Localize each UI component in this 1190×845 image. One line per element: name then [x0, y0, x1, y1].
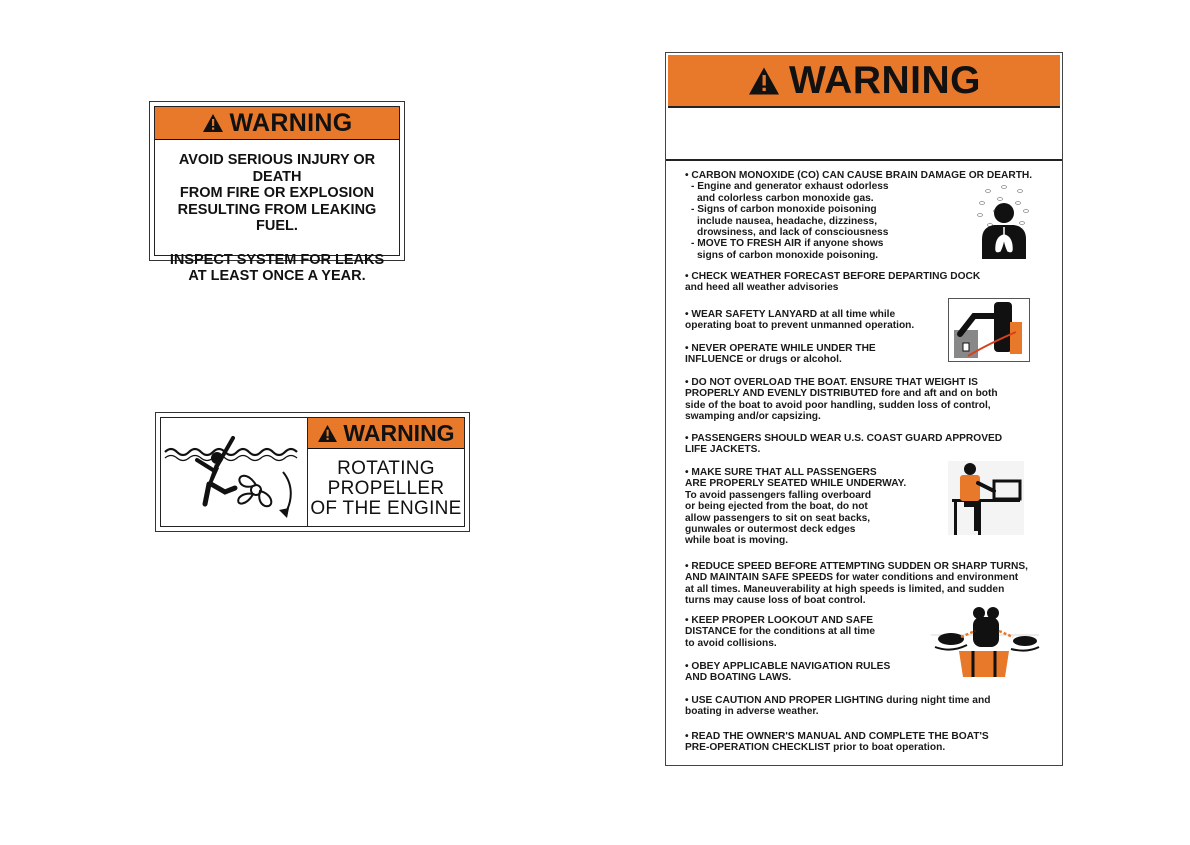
warning-section-line: PROPERLY AND EVENLY DISTRIBUTED fore and aft and on both	[685, 388, 998, 400]
header-divider	[666, 159, 1062, 161]
propeller-label-header	[308, 418, 464, 449]
warning-section-line: DISTANCE for the conditions at all time	[685, 626, 875, 638]
seated-passenger-figure	[948, 461, 1024, 540]
warning-section	[685, 561, 1028, 607]
warning-section-line: - Signs of carbon monoxide poisoning	[691, 204, 877, 216]
warning-section-line: turns may cause loss of boat control.	[685, 595, 866, 607]
propeller-line: ROTATING	[337, 457, 435, 479]
warning-section-line: gunwales or outermost deck edges	[685, 524, 856, 536]
warning-section-line: • KEEP PROPER LOOKOUT AND SAFE	[685, 615, 874, 626]
fuel-line: AT LEAST ONCE A YEAR.	[188, 268, 366, 284]
main-label-header-text: WARNING	[789, 58, 981, 102]
warning-section-line: boating in adverse weather.	[685, 706, 819, 718]
warning-section-line: - Engine and generator exhaust odorless	[691, 181, 889, 193]
warning-section	[685, 433, 1002, 456]
warning-section	[685, 309, 914, 332]
warning-section-line: INFLUENCE or drugs or alcohol.	[685, 354, 842, 366]
warning-section-line: swamping and/or capsizing.	[685, 411, 821, 423]
warning-triangle-icon	[317, 424, 338, 443]
warning-section-line: side of the boat to avoid poor handling, sudden loss of control,	[685, 399, 991, 411]
fuel-leak-warning-label	[149, 101, 405, 284]
warning-section-line: • CHECK WEATHER FORECAST BEFORE DEPARTING DOCK	[685, 271, 981, 282]
warning-section	[685, 377, 998, 423]
propeller-label-header-text: WARNING	[343, 419, 455, 446]
fuel-label-header	[155, 107, 399, 140]
fuel-line: RESULTING FROM LEAKING FUEL.	[177, 201, 377, 234]
warning-section-line: and heed all weather advisories	[685, 282, 839, 294]
warning-section	[685, 467, 906, 547]
warning-section-line: To avoid passengers falling overboard	[685, 489, 872, 501]
drowning-propeller-figure	[161, 418, 308, 526]
fuel-line: FROM FIRE OR EXPLOSION	[179, 185, 375, 201]
warning-triangle-icon	[202, 113, 224, 133]
main-warning-label	[665, 52, 1063, 766]
warning-section	[685, 661, 890, 684]
warning-section-line: • OBEY APPLICABLE NAVIGATION RULES	[685, 661, 891, 672]
propeller-label-frame	[160, 417, 465, 527]
warning-section-line: allow passengers to sit on seat backs,	[685, 512, 871, 524]
warning-section-line: • CARBON MONOXIDE (CO) CAN CAUSE BRAIN DAMAGE OR DEARTH.	[685, 170, 1033, 181]
warning-section-line: • NEVER OPERATE WHILE UNDER THE	[685, 343, 876, 354]
warning-section-line: • DO NOT OVERLOAD THE BOAT. ENSURE THAT WEIGHT IS	[685, 377, 978, 388]
warning-section	[685, 343, 876, 366]
propeller-label-text	[308, 451, 464, 526]
warning-section-line: AND MAINTAIN SAFE SPEEDS for water conditions and environment	[685, 572, 1019, 584]
warning-section-line: LIFE JACKETS.	[685, 444, 761, 456]
warning-section-line: include nausea, headache, dizziness,	[697, 215, 878, 227]
propeller-warning-label	[155, 412, 470, 532]
safety-lanyard-figure	[948, 298, 1030, 367]
warning-section	[685, 731, 989, 754]
fuel-label-frame	[154, 106, 400, 284]
warning-section-line: and colorless carbon monoxide gas.	[697, 192, 874, 204]
warning-section-line: • WEAR SAFETY LANYARD at all time while	[685, 309, 896, 320]
warning-section-line: - MOVE TO FRESH AIR if anyone shows	[691, 238, 884, 250]
warning-section-line: signs of carbon monoxide poisoning.	[697, 249, 879, 261]
propeller-line: PROPELLER	[327, 477, 445, 499]
warning-section-line: • PASSENGERS SHOULD WEAR U.S. COAST GUARD APPROVED	[685, 433, 1003, 444]
warning-section-line: while boat is moving.	[685, 535, 789, 547]
lookout-boats-figure	[929, 603, 1041, 686]
propeller-line: OF THE ENGINE	[310, 497, 462, 519]
warning-section-line: PRE-OPERATION CHECKLIST prior to boat operation.	[685, 742, 946, 754]
warning-section	[685, 695, 990, 718]
warning-section-line: operating boat to prevent unmanned operation.	[685, 320, 915, 332]
fuel-line: INSPECT SYSTEM FOR LEAKS	[169, 251, 385, 268]
warning-section-line: • USE CAUTION AND PROPER LIGHTING during night time and	[685, 695, 991, 706]
warning-section-line: AND BOATING LAWS.	[685, 672, 792, 684]
warning-section-line: at all times. Maneuverability at high speeds is limited, and sudden	[685, 583, 1005, 595]
fuel-label-body	[155, 140, 399, 285]
warning-triangle-icon	[747, 66, 781, 96]
warning-section-line: ARE PROPERLY SEATED WHILE UNDERWAY.	[685, 478, 907, 490]
warning-section-line: or being ejected from the boat, do not	[685, 501, 868, 513]
warning-section-line: • REDUCE SPEED BEFORE ATTEMPTING SUDDEN OR SHARP TURNS,	[685, 561, 1028, 572]
warning-section-line: drowsiness, and lack of consciousness	[697, 227, 889, 239]
warning-section-line: • MAKE SURE THAT ALL PASSENGERS	[685, 467, 877, 478]
warning-section-line: to avoid collisions.	[685, 637, 777, 649]
main-label-header	[668, 55, 1060, 108]
fuel-label-header-text: WARNING	[229, 108, 353, 137]
fuel-line: AVOID SERIOUS INJURY OR DEATH	[178, 152, 376, 185]
warning-section	[685, 615, 875, 649]
warning-section	[685, 271, 980, 294]
co-poisoning-figure	[970, 183, 1038, 264]
warning-section-line: • READ THE OWNER'S MANUAL AND COMPLETE THE BOAT'S	[685, 731, 989, 742]
